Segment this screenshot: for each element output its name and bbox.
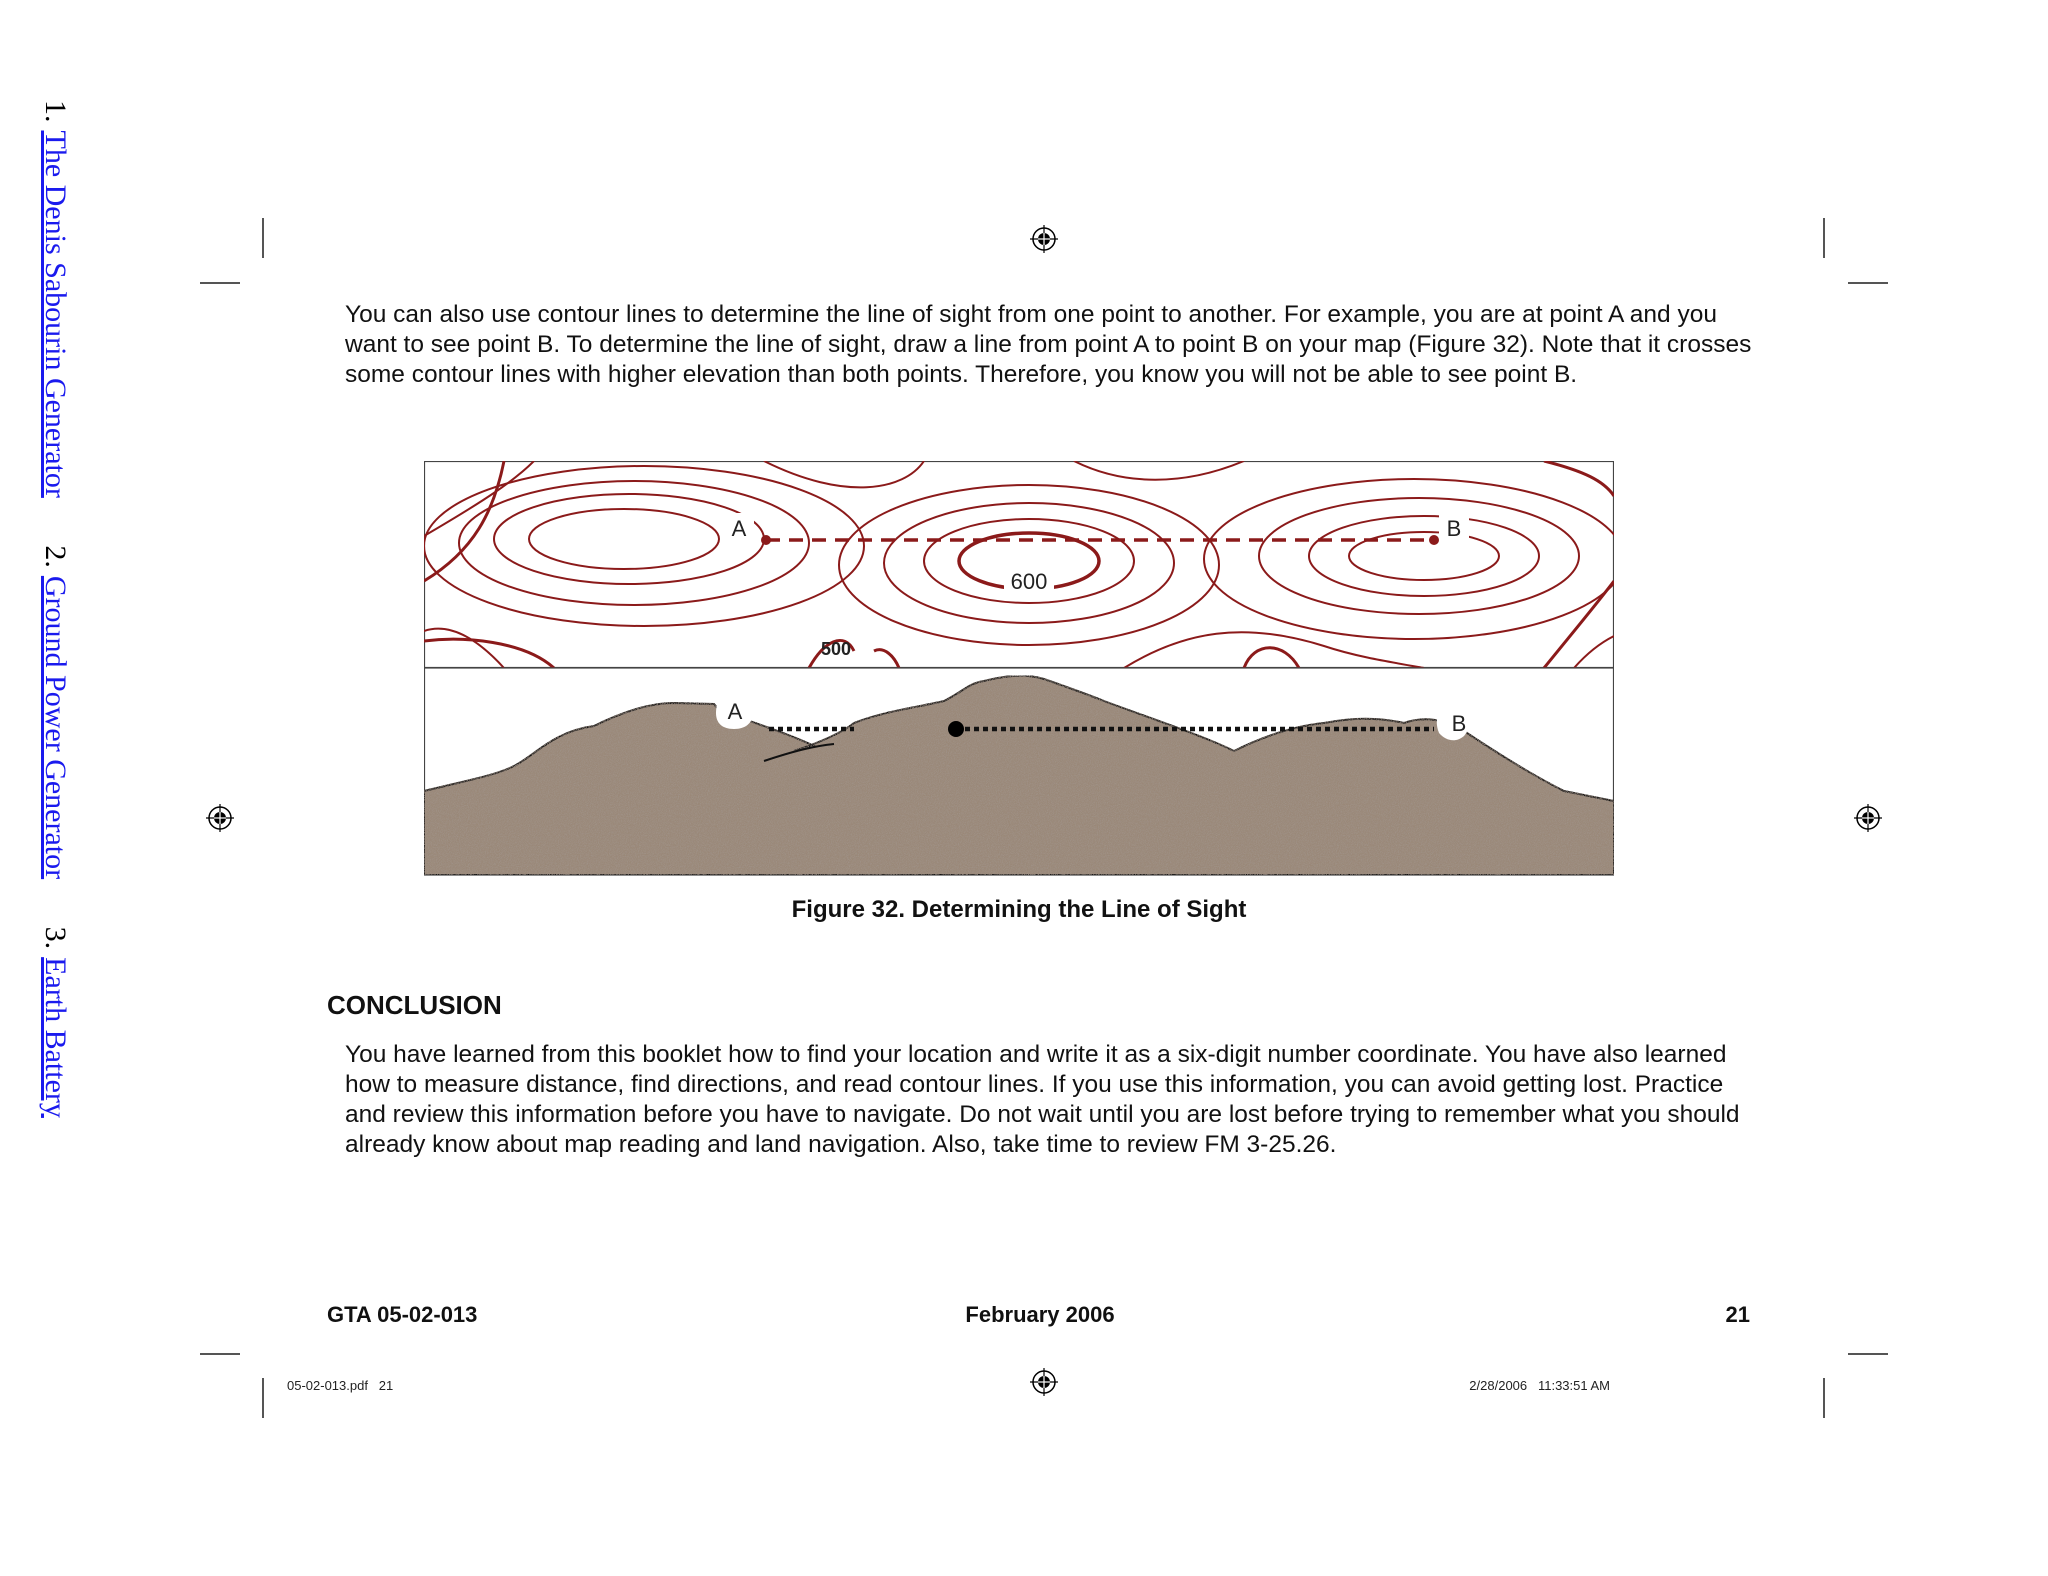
footer-date: February 2006: [965, 1302, 1115, 1327]
conclusion-paragraph: You have learned from this booklet how to find your location and write it as a six-digit number coordinate. You have also learned how to measure distance, find directions, and read contour lines. If you use this information, you can avoid getting lost. Practice and review this information before you have to navigate. Do not wait until you are lost before trying to remember what you should already know about map reading and land navigation. Also, take time to review FM 3-25.26.: [345, 1041, 1740, 1158]
side-link-number: 1.: [39, 100, 72, 123]
map-frame: [425, 462, 1614, 668]
figure-caption: Figure 32. Determining the Line of Sight: [791, 896, 1247, 923]
terrain-profile-panel: [424, 668, 1614, 875]
profile-label-a: A: [727, 699, 743, 724]
line-of-sight-figure: [424, 461, 1614, 881]
map-label-b: B: [1446, 516, 1462, 541]
crop-mark: [200, 282, 240, 284]
profile-obstruction-dot: [948, 721, 964, 737]
side-link-list: [28, 100, 72, 1180]
map-label-500: 500: [820, 639, 852, 659]
side-link-item-1: [38, 100, 72, 498]
crop-mark: [1848, 282, 1888, 284]
side-link-item-2: [38, 545, 72, 879]
side-link-item-3: [38, 927, 72, 1118]
registration-mark-icon: [1030, 1368, 1058, 1396]
side-link-row: [38, 100, 72, 1158]
conclusion-heading: CONCLUSION: [327, 990, 502, 1020]
slug-filename: 05-02-013.pdf 21: [287, 1378, 394, 1393]
crop-mark: [1823, 1378, 1825, 1418]
intro-paragraph: You can also use contour lines to determine the line of sight from one point to another. For example, you are at point A and you want to see point B. To determine the line of sight, draw a line from point A to point B on your map (Figure 32). Note that it crosses some contour lines with higher elevation than both points. Therefore, you know you will not be able to see point B.: [345, 301, 1752, 388]
side-link-number: 3.: [39, 926, 72, 950]
slug-timestamp: 2/28/2006 11:33:51 AM: [1469, 1378, 1610, 1393]
crop-mark: [262, 1378, 264, 1418]
footer-page-number: 21: [1725, 1302, 1750, 1327]
side-link-denis-sabourin-generator[interactable]: The Denis Sabourin Generator: [39, 130, 72, 498]
side-link-ground-power-generator[interactable]: Ground Power Generator: [39, 575, 72, 880]
side-link-earth-battery[interactable]: Earth Battery: [39, 957, 72, 1118]
footer-document-id: GTA 05-02-013: [327, 1302, 478, 1327]
crop-mark: [200, 1353, 240, 1355]
map-point-a-dot: [761, 535, 771, 545]
crop-mark: [1848, 1353, 1888, 1355]
map-label-600: 600: [1010, 569, 1048, 594]
crop-mark: [262, 218, 264, 258]
registration-mark-icon: [1854, 804, 1882, 832]
map-label-a: A: [731, 516, 747, 541]
registration-mark-icon: [206, 804, 234, 832]
crop-mark: [1823, 218, 1825, 258]
profile-label-b: B: [1451, 711, 1467, 736]
contour-map-panel: [424, 461, 1614, 668]
side-link-number: 2.: [39, 545, 72, 568]
map-point-b-dot: [1429, 535, 1439, 545]
registration-mark-icon: [1030, 225, 1058, 253]
